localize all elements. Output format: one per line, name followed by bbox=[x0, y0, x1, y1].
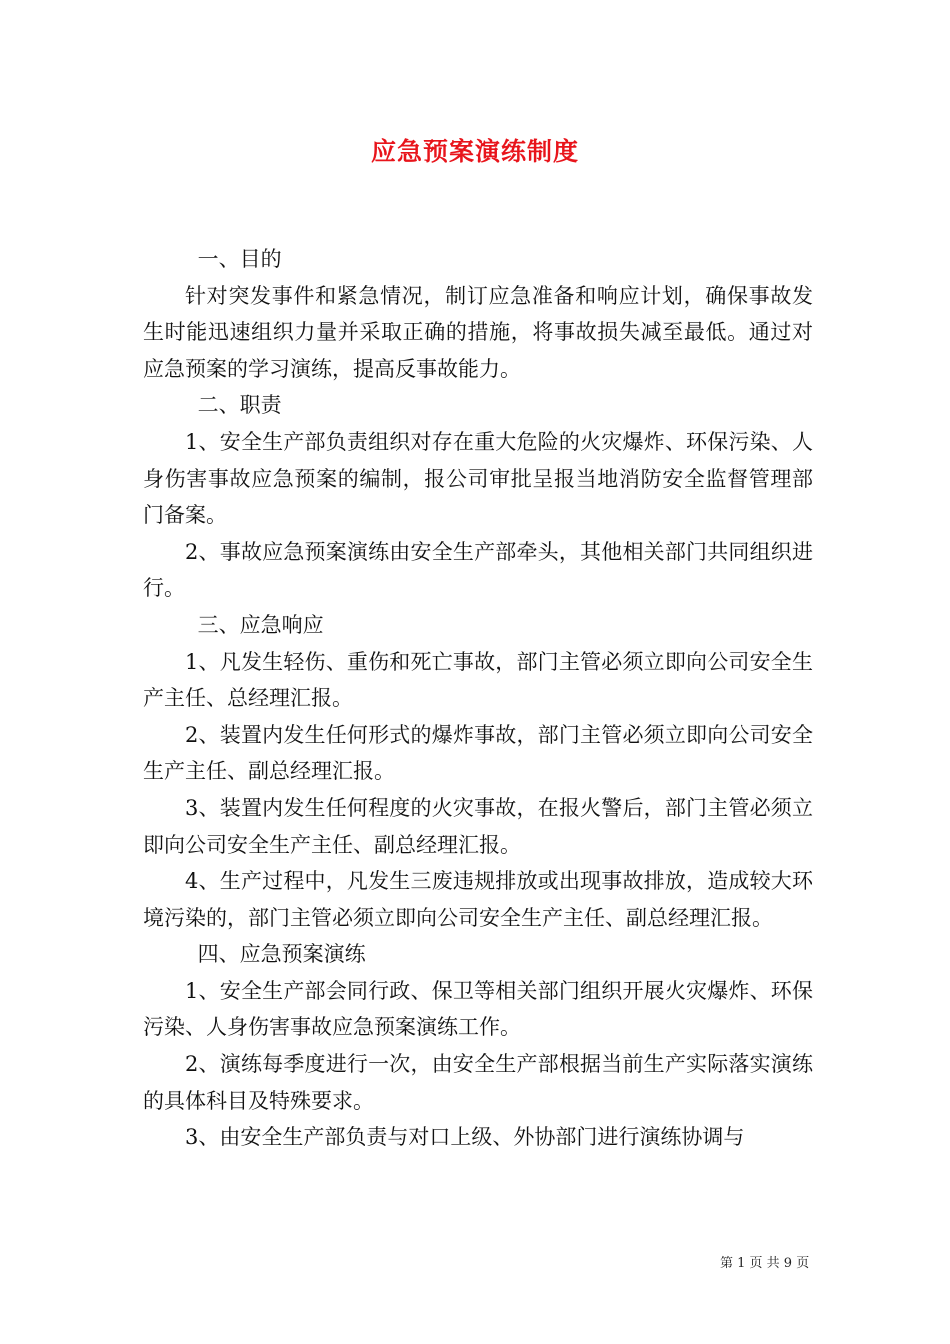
section-heading: 二、职责 bbox=[197, 393, 282, 418]
document-title: 应急预案演练制度 bbox=[370, 137, 579, 166]
paragraph: 3、由安全生产部负责与对口上级、外协部门进行演练协调与 bbox=[185, 1125, 745, 1150]
page-number: 第 1 页 共 9 页 bbox=[720, 1256, 810, 1271]
section-heading: 一、目的 bbox=[197, 247, 282, 271]
paragraph: 1、安全生产部会同行政、保卫等相关部门组织开展火灾爆炸、环保污染、人身伤害事故应急预案演练工作。 bbox=[143, 978, 813, 1040]
paragraph: 1、安全生产部负责组织对存在重大危险的火灾爆炸、环保污染、人身伤害事故应急预案的编制，报公司审批呈报当地消防安全监督管理部门备案。 bbox=[143, 429, 813, 528]
paragraph: 4、生产过程中，凡发生三废违规排放或出现事故排放，造成较大环境污染的，部门主管必须立即向公司安全生产主任、副总经理汇报。 bbox=[143, 869, 813, 930]
paragraph: 2、事故应急预案演练由安全生产部牵头，其他相关部门共同组织进行。 bbox=[143, 539, 813, 601]
paragraph: 3、装置内发生任何程度的火灾事故，在报火警后，部门主管必须立即向公司安全生产主任、副总经理汇报。 bbox=[143, 795, 813, 857]
paragraph: 针对突发事件和紧急情况，制订应急准备和响应计划，确保事故发生时能迅速组织力量并采取正确的措施，将事故损失减至最低。通过对应急预案的学习演练，提高反事故能力。 bbox=[143, 283, 813, 381]
document-body bbox=[143, 241, 813, 1156]
paragraph: 2、演练每季度进行一次，由安全生产部根据当前生产实际落实演练的具体科目及特殊要求。 bbox=[143, 1052, 813, 1113]
section-heading: 三、应急响应 bbox=[197, 612, 324, 637]
paragraph: 2、装置内发生任何形式的爆炸事故，部门主管必须立即向公司安全生产主任、副总经理汇报。 bbox=[143, 722, 813, 784]
paragraph: 1、凡发生轻伤、重伤和死亡事故，部门主管必须立即向公司安全生产主任、总经理汇报。 bbox=[143, 649, 813, 711]
section-heading: 四、应急预案演练 bbox=[197, 942, 366, 967]
